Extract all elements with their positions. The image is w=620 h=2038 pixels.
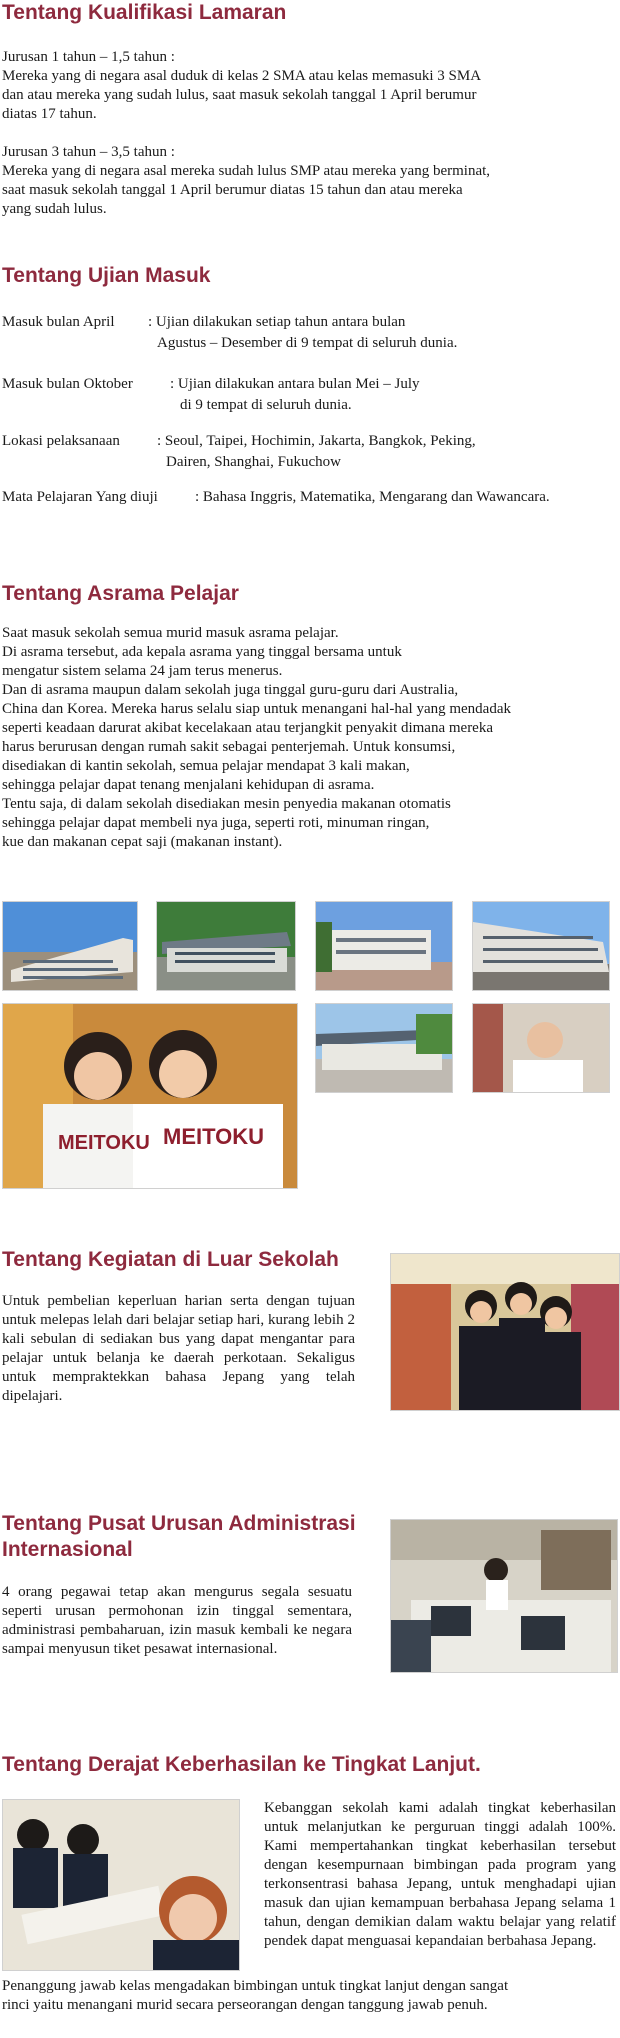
kualifikasi-p1-line: dan atau mereka yang sudah lulus, saat masuk sekolah tanggal 1 April berumur [2, 87, 477, 103]
classroom-photo [2, 1799, 240, 1971]
dorm-staff-photo [472, 1003, 610, 1093]
kualifikasi-p1-line: Mereka yang di negara asal duduk di kelas 2 SMA atau kelas memasuki 3 SMA [2, 68, 482, 84]
asrama-line: seperti keadaan darurat akibat kecelakaan atau terjangkit penyakit dimana mereka [2, 720, 494, 736]
dorm-building-photo [315, 901, 453, 991]
ujian-row-label: Masuk bulan Oktober [2, 376, 133, 392]
derajat-footer-line: rinci yaitu menangani murid secara perseorangan dengan tanggung jawab penuh. [2, 1997, 488, 2013]
kualifikasi-p1-title: Jurusan 1 tahun – 1,5 tahun : [2, 49, 175, 65]
ujian-row-value: : Bahasa Inggris, Matematika, Mengarang dan Wawancara. [195, 489, 550, 505]
asrama-line: Di asrama tersebut, ada kepala asrama yang tinggal bersama untuk [2, 644, 402, 660]
asrama-line: Tentu saja, di dalam sekolah disediakan mesin penyedia makanan otomatis [2, 796, 451, 812]
ujian-row-label: Lokasi pelaksanaan [2, 433, 120, 449]
heading-kualifikasi: Tentang Kualifikasi Lamaran [2, 1, 287, 24]
kegiatan-paragraph: Untuk pembelian keperluan harian serta dengan tujuan untuk melepas lelah dari belajar setiap hari, kurang lebih 2 kali sebulan di sediakan bus yang dapat mengantar para pelajar untuk belanja ke daerah perkotaan. Sekaligus untuk mempraktekkan bahasa Jepang yang telah dipelajari. [2, 1293, 355, 1404]
heading-administrasi-line: Internasional [2, 1538, 133, 1561]
ujian-row-value: : Ujian dilakukan antara bulan Mei – July [170, 376, 420, 392]
derajat-footer [2, 1977, 618, 2015]
dorm-building-photo [315, 1003, 453, 1093]
heading-ujian: Tentang Ujian Masuk [2, 264, 211, 287]
office-photo [390, 1519, 618, 1673]
shopping-students-photo [390, 1253, 620, 1411]
ujian-row-value: : Ujian dilakukan setiap tahun antara bulan [148, 314, 406, 330]
dorm-building-photo [472, 901, 610, 991]
asrama-line: mengatur sistem selama 24 jam terus menerus. [2, 663, 283, 679]
asrama-line: Dan di asrama maupun dalam sekolah juga tinggal guru-guru dari Australia, [2, 682, 459, 698]
students-photo [2, 1003, 298, 1189]
dorm-building-photo [156, 901, 296, 991]
asrama-line: sehingga pelajar dapat membeli nya juga, seperti roti, minuman ringan, [2, 815, 430, 831]
asrama-line: disediakan di kantin sekolah, semua pelajar mendapat 3 kali makan, [2, 758, 410, 774]
kualifikasi-p2-line: Mereka yang di negara asal mereka sudah lulus SMP atau mereka yang berminat, [2, 163, 491, 179]
kualifikasi-p2-line: saat masuk sekolah tanggal 1 April berumur diatas 15 tahun dan atau mereka [2, 182, 463, 198]
shirt-text: MEITOKU [58, 1132, 150, 1154]
ujian-row-label: Masuk bulan April [2, 314, 115, 330]
kualifikasi-p1-line: diatas 17 tahun. [2, 106, 97, 122]
kualifikasi-p2-line: yang sudah lulus. [2, 201, 107, 217]
dorm-building-photo [2, 901, 138, 991]
asrama-line: kue dan makanan cepat saji (makanan instant). [2, 834, 283, 850]
kualifikasi-p2-title: Jurusan 3 tahun – 3,5 tahun : [2, 144, 175, 160]
ujian-row-value: : Seoul, Taipei, Hochimin, Jakarta, Bangkok, Peking, [157, 433, 476, 449]
ujian-row-value: di 9 tempat di seluruh dunia. [180, 397, 352, 413]
heading-derajat: Tentang Derajat Keberhasilan ke Tingkat Lanjut. [2, 1753, 481, 1776]
asrama-paragraph [2, 624, 612, 852]
kualifikasi-paragraph-1 [2, 48, 602, 124]
asrama-line: harus berurusan dengan rumah sakit sebagai penterjemah. Untuk konsumsi, [2, 739, 456, 755]
asrama-line: sehingga pelajar dapat tenang menjalani kehidupan di asrama. [2, 777, 375, 793]
heading-kegiatan: Tentang Kegiatan di Luar Sekolah [2, 1248, 339, 1271]
derajat-footer-line: Penanggung jawab kelas mengadakan bimbingan untuk tingkat lanjut dengan sangat [2, 1978, 509, 1994]
ujian-row-label: Mata Pelajaran Yang diuji [2, 489, 158, 505]
asrama-line: China dan Korea. Mereka harus selalu siap untuk menangani hal-hal yang mendadak [2, 701, 511, 717]
kualifikasi-paragraph-2 [2, 143, 602, 219]
heading-administrasi-line: Tentang Pusat Urusan Administrasi [2, 1512, 356, 1535]
administrasi-paragraph: 4 orang pegawai tetap akan mengurus segala sesuatu seperti urusan permohonan izin tinggal sementara, administrasi pembaharuan, izin masuk kembali ke negara sampai menyusun tiket pesawat internasional. [2, 1584, 352, 1657]
shirt-text: MEITOKU [163, 1124, 265, 1149]
asrama-line: Saat masuk sekolah semua murid masuk asrama pelajar. [2, 625, 339, 641]
ujian-row-value: Dairen, Shanghai, Fukuchow [166, 454, 341, 470]
ujian-row-value: Agustus – Desember di 9 tempat di seluruh dunia. [157, 335, 458, 351]
heading-administrasi [2, 1511, 356, 1563]
derajat-paragraph: Kebanggan sekolah kami adalah tingkat keberhasilan untuk melanjutkan ke perguruan tinggi adalah 100%. Kami mempertahankan tingkat keberhasilan tersebut dengan kesempurnaan bimbingan pada program yang terkonsentrasi bahasa Jepang, untuk menghadapi ujian masuk dan ujian kemampuan berbahasa Jepang selama 1 tahun, dengan demikian dalam waktu belajar yang relatif pendek dapat menguasai kepandaian berbahasa Jepang. [264, 1800, 616, 1949]
heading-asrama: Tentang Asrama Pelajar [2, 582, 239, 605]
